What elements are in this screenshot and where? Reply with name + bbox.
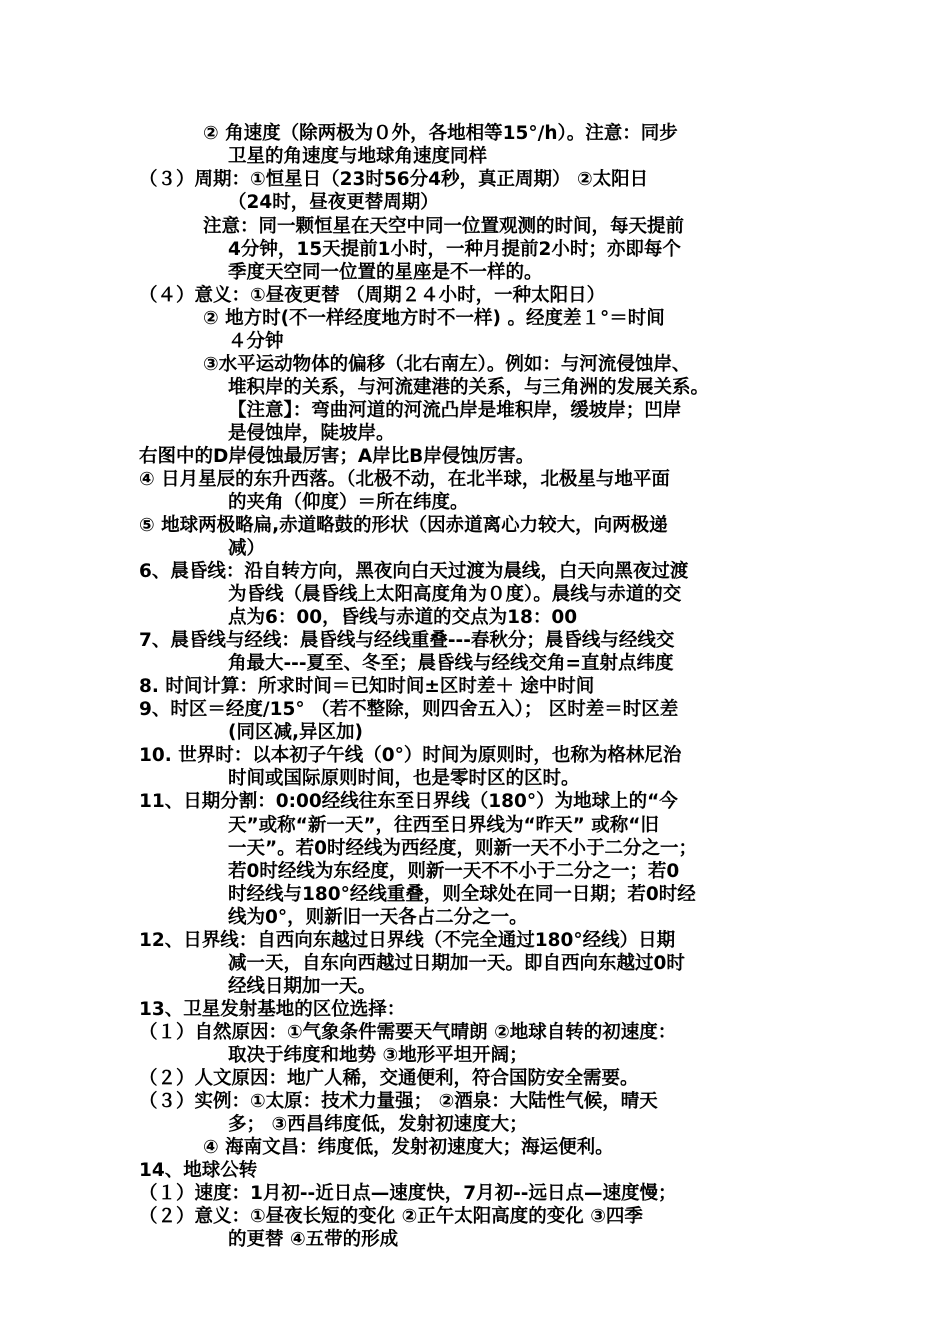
text-line: (同区减,异区加) [228, 722, 363, 743]
text-line: 季度天空同一位置的星座是不一样的。 [228, 262, 543, 283]
text-line: 右图中的D岸侵蚀最厉害；A岸比B岸侵蚀厉害。 [139, 446, 535, 467]
text-line: 是侵蚀岸，陡坡岸。 [228, 423, 395, 444]
text-line: 12、日界线：自西向东越过日界线（不完全通过180°经线）日期 [139, 930, 676, 951]
text-line: 8. 时间计算：所求时间＝已知时间±区时差＋ 途中时间 [139, 676, 595, 697]
text-line: 减一天，自东向西越过日期加一天。即自西向东越过0时 [228, 953, 685, 974]
text-line: 减） [228, 538, 266, 559]
text-line: ② 地方时(不一样经度地方时不一样) 。经度差１°＝时间 [203, 308, 665, 329]
text-line: 11、日期分割：0:00经线往东至日界线（180°）为地球上的“今 [139, 791, 678, 812]
text-line: ４分钟 [228, 331, 284, 352]
text-line: 天”或称“新一天”，往西至日界线为“昨天” 或称“旧 [228, 815, 659, 836]
text-line: 堆积岸的关系，与河流建港的关系，与三角洲的发展关系。 [228, 377, 710, 398]
text-line: 6、晨昏线：沿自转方向，黑夜向白天过渡为晨线，白天向黑夜过渡 [139, 561, 689, 582]
text-line: 若0时经线为东经度，则新一天不不小于二分之一；若0 [228, 861, 680, 882]
text-line: （３）实例：①太原：技术力量强； ②酒泉：大陆性气候，晴天 [139, 1091, 658, 1112]
text-line: 角最大---夏至、冬至；晨昏线与经线交角=直射点纬度 [228, 653, 674, 674]
text-line: 10. 世界时：以本初子午线（0°）时间为原则时，也称为格林尼治 [139, 745, 682, 766]
text-line: 时间或国际原则时间，也是零时区的区时。 [228, 768, 580, 789]
text-line: 7、晨昏线与经线：晨昏线与经线重叠---春秋分；晨昏线与经线交 [139, 630, 675, 651]
text-line: 点为6：00，昏线与赤道的交点为18：00 [228, 607, 578, 628]
text-line: 卫星的角速度与地球角速度同样 [228, 146, 488, 167]
text-line: ⑤ 地球两极略扁,赤道略鼓的形状（因赤道离心力较大，向两极递 [139, 515, 668, 536]
text-line: （２）意义：①昼夜长短的变化 ②正午太阳高度的变化 ③四季 [139, 1206, 643, 1227]
text-line: 9、时区＝经度/15° （若不整除，则四舍五入）； 区时差＝时区差 [139, 699, 679, 720]
text-line: （２）人文原因：地广人稀，交通便利，符合国防安全需要。 [139, 1068, 639, 1089]
text-line: （３）周期：①恒星日（23时56分4秒，真正周期） ②太阳日 [139, 169, 649, 190]
text-line: （１）速度：1月初--近日点—速度快，7月初--远日点—速度慢； [139, 1183, 677, 1204]
text-line: 4分钟，15天提前1小时，一种月提前2小时；亦即每个 [228, 239, 681, 260]
text-line: ④ 日月星辰的东升西落。（北极不动，在北半球，北极星与地平面 [139, 469, 670, 490]
text-line: 为昏线（晨昏线上太阳高度角为０度）。晨线与赤道的交 [228, 584, 682, 605]
text-line: 注意：同一颗恒星在天空中同一位置观测的时间，每天提前 [203, 216, 685, 237]
text-line: （24时，昼夜更替周期） [228, 192, 439, 213]
text-line: （４）意义：①昼夜更替 （周期２４小时，一种太阳日） [139, 285, 606, 306]
text-line: 的更替 ④五带的形成 [228, 1229, 399, 1250]
text-line: 一天”。若0时经线为西经度，则新一天不小于二分之一； [228, 838, 698, 859]
text-line: 取决于纬度和地势 ③地形平坦开阔； [228, 1045, 528, 1066]
text-line: （１）自然原因：①气象条件需要天气晴朗 ②地球自转的初速度： [139, 1022, 677, 1043]
text-line: ③水平运动物体的偏移（北右南左）。例如：与河流侵蚀岸、 [203, 354, 691, 375]
text-line: 13、卫星发射基地的区位选择： [139, 999, 406, 1020]
text-line: 多； ③西昌纬度低，发射初速度大； [228, 1114, 528, 1135]
text-line: 经线日期加一天。 [228, 976, 377, 997]
text-line: 14、地球公转 [139, 1160, 258, 1181]
text-line: 【注意】：弯曲河道的河流凸岸是堆积岸，缓坡岸；凹岸 [228, 400, 682, 421]
text-line: 的夹角（仰度）＝所在纬度。 [228, 492, 469, 513]
text-line: 线为0°，则新旧一天各占二分之一。 [228, 907, 528, 928]
text-line: ② 角速度（除两极为０外，各地相等15°/h）。注意：同步 [203, 123, 678, 144]
text-line: 时经线与180°经线重叠，则全球处在同一日期；若0时经 [228, 884, 696, 905]
text-line: ④ 海南文昌：纬度低，发射初速度大；海运便利。 [203, 1137, 614, 1158]
